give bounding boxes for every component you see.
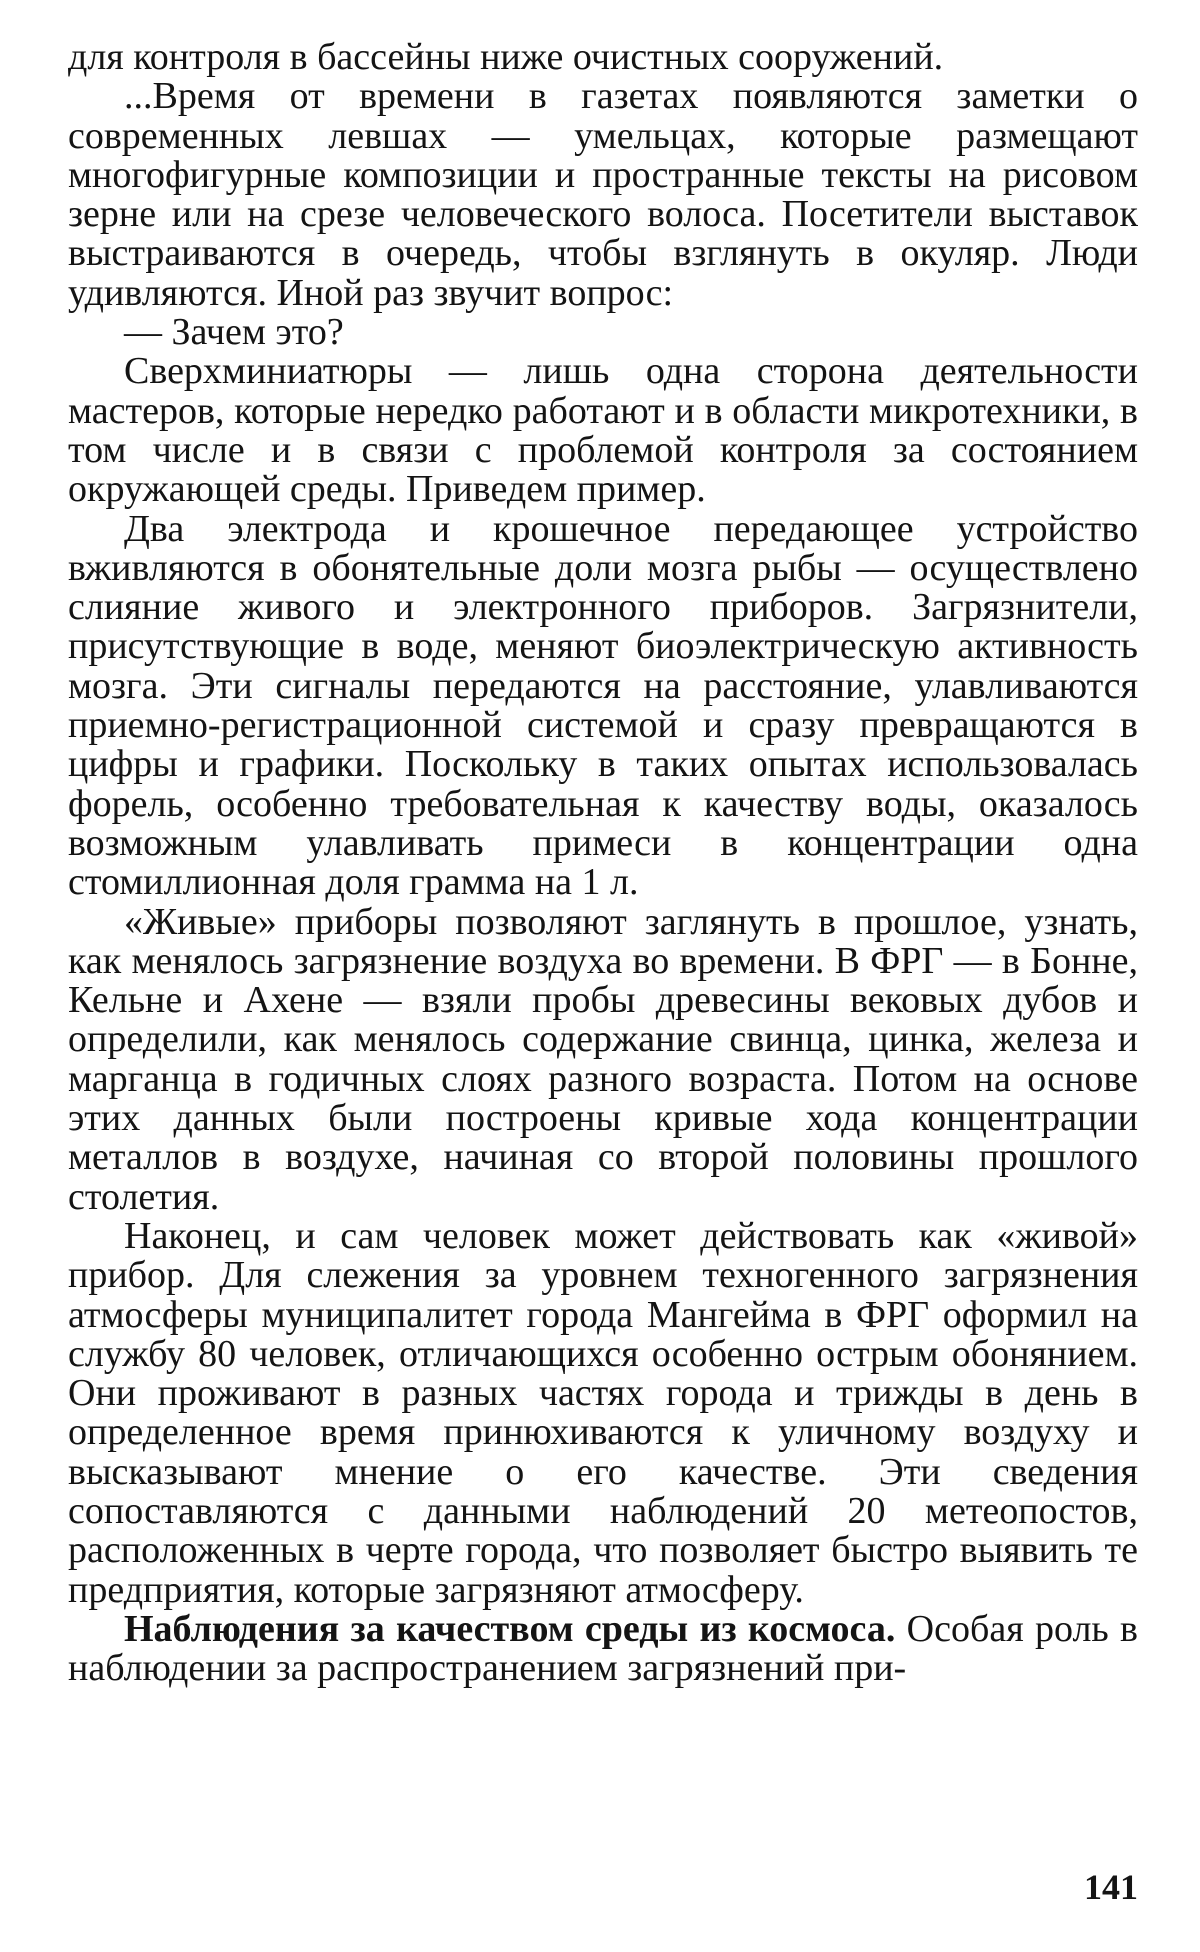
paragraph: Сверхминиатюры — лишь одна сторона деятельности мастеров, которые нередко работают и в области микротехники, в том числе и в связи с проблемой контроля за состоянием окружающей среды. Приведем пример.	[68, 350, 1138, 511]
section-heading: Наблюдения за качеством среды из космоса.	[124, 1607, 896, 1650]
paragraph: «Живые» приборы позволяют заглянуть в прошлое, узнать, как менялось загрязнение воздуха во времени. В ФРГ — в Бонне, Кельне и Ахене — взяли пробы древесины вековых дубов и определили, как менялось содержание свинца, цинка, железа и марганца в годичных слоях разного возраста. Потом на основе этих данных были построены кривые хода концентрации металлов в воздухе, начиная со второй половины прошлого столетия.	[68, 900, 1138, 1218]
paragraph: — Зачем это?	[124, 311, 344, 354]
body-text	[68, 38, 1138, 1688]
paragraph: Два электрода и крошечное передающее устройство вживляются в обонятельные доли мозга рыбы — осуществлено слияние живого и электронного приборов. Загрязнители, присутствующие в воде, меняют биоэлектрическую активность мозга. Эти сигналы передаются на расстояние, улавливаются приемно-регистрационной системой и сразу превращаются в цифры и графики. Поскольку в таких опытах использовалась форель, особенно требовательная к качеству воды, оказалось возможным улавливать примеси в концентрации одна стомиллионная доля грамма на 1 л.	[68, 507, 1138, 904]
final-paragraph-text: Особая роль в наблюдении за распространением загрязнений при-	[68, 1607, 1138, 1690]
paragraph: Наконец, и сам человек может действовать как «живой» прибор. Для слежения за уровнем техногенного загрязнения атмосферы муниципалитет города Мангейма в ФРГ оформил на службу 80 человек, отличающихся особенно острым обонянием. Они проживают в разных частях города и трижды в день в определенное время принюхиваются к уличному воздуху и высказывают мнение о его качестве. Эти сведения сопоставляются с данными наблюдений 20 метеопостов, расположенных в черте города, что позволяет быстро выявить те предприятия, которые загрязняют атмосферу.	[68, 1214, 1138, 1611]
paragraph: ...Время от времени в газетах появляются заметки о современных левшах — умельцах, которые размещают многофигурные композиции и пространные тексты на рисовом зерне или на срезе человеческого волоса. Посетители выставок выстраиваются в очередь, чтобы взглянуть в окуляр. Люди удивляются. Иной раз звучит вопрос:	[68, 75, 1138, 314]
final-paragraph	[68, 1607, 1138, 1690]
page-number: 141	[1084, 1867, 1138, 1907]
paragraph: для контроля в бассейны ниже очистных сооружений.	[68, 36, 944, 78]
